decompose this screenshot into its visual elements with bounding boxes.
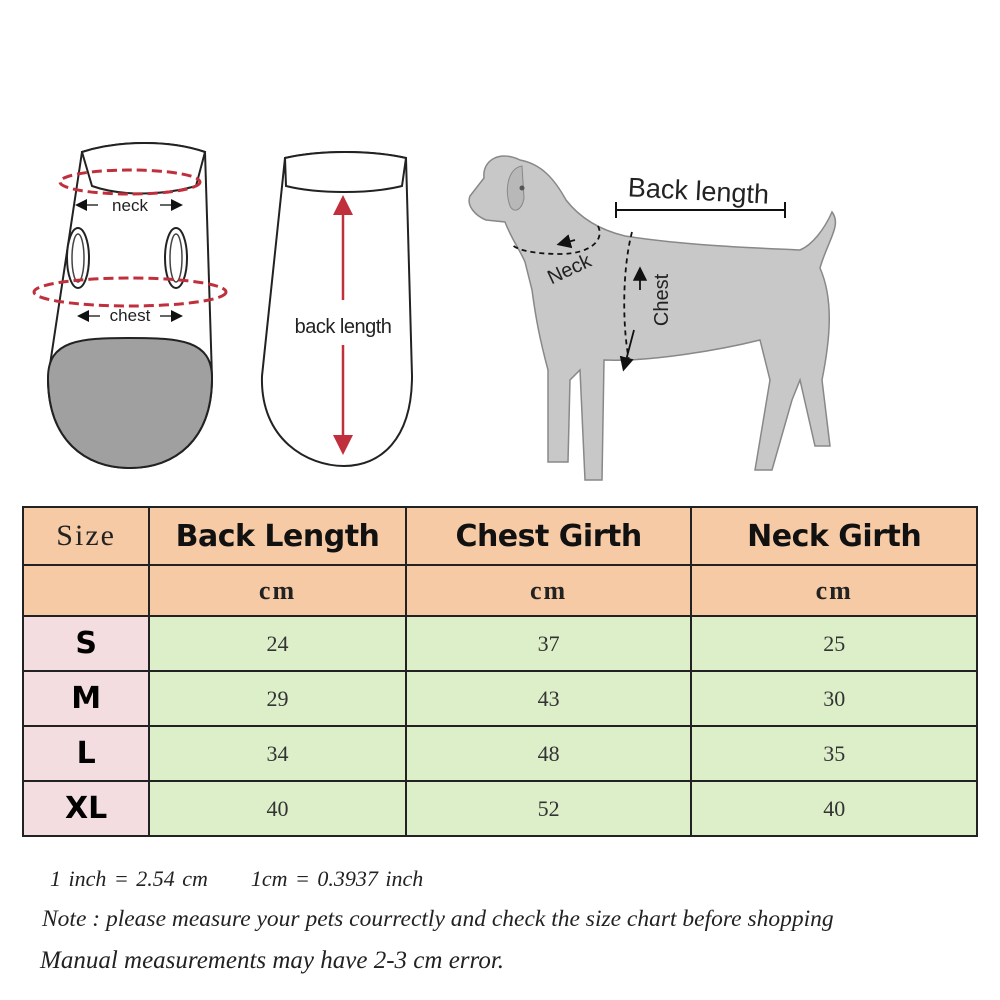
size-chart-table [22, 506, 978, 837]
measure-note: Note : please measure your pets courrectly and check the size chart before shopping [42, 906, 834, 932]
dog-back-length-label: Back length [627, 172, 770, 210]
back-length-value: 24 [149, 616, 406, 671]
cm-to-inch-text: 1cm = 0.3937 inch [250, 866, 424, 891]
chest-girth-unit: cm [406, 565, 692, 616]
garment-front-diagram [34, 143, 226, 468]
neck-girth-column-header: Neck Girth [691, 507, 977, 565]
dog-chest-label: Chest [651, 273, 673, 327]
back-length-column-header: Back Length [149, 507, 406, 565]
table-row [23, 781, 977, 836]
neck-girth-value: 30 [691, 671, 977, 726]
table-header-row [23, 507, 977, 565]
table-row [23, 671, 977, 726]
size-label: L [23, 726, 149, 781]
chest-girth-column-header: Chest Girth [406, 507, 692, 565]
chest-girth-value: 48 [406, 726, 692, 781]
dog-diagram [469, 156, 835, 480]
table-row [23, 616, 977, 671]
back-length-value: 34 [149, 726, 406, 781]
error-note: Manual measurements may have 2-3 cm error. [40, 947, 505, 974]
back-length-value: 40 [149, 781, 406, 836]
unit-row [23, 565, 977, 616]
dog-neck-label: Neck [544, 249, 595, 290]
neck-girth-value: 40 [691, 781, 977, 836]
unit-blank-cell [23, 565, 149, 616]
garment-back-diagram [262, 152, 412, 466]
size-label: M [23, 671, 149, 726]
back-length-value: 29 [149, 671, 406, 726]
front-chest-label: chest [109, 306, 151, 325]
inch-to-cm-text: 1 inch = 2.54 cm [50, 866, 208, 891]
conversion-note [50, 866, 423, 892]
back-length-unit: cm [149, 565, 406, 616]
neck-girth-value: 25 [691, 616, 977, 671]
neck-girth-value: 35 [691, 726, 977, 781]
table-row [23, 726, 977, 781]
size-label: S [23, 616, 149, 671]
size-label: XL [23, 781, 149, 836]
chest-girth-value: 37 [406, 616, 692, 671]
neck-girth-unit: cm [691, 565, 977, 616]
chest-girth-value: 43 [406, 671, 692, 726]
size-column-header: Size [23, 507, 149, 565]
back-length-label: back length [294, 316, 392, 338]
chest-girth-value: 52 [406, 781, 692, 836]
front-neck-label: neck [112, 196, 148, 215]
